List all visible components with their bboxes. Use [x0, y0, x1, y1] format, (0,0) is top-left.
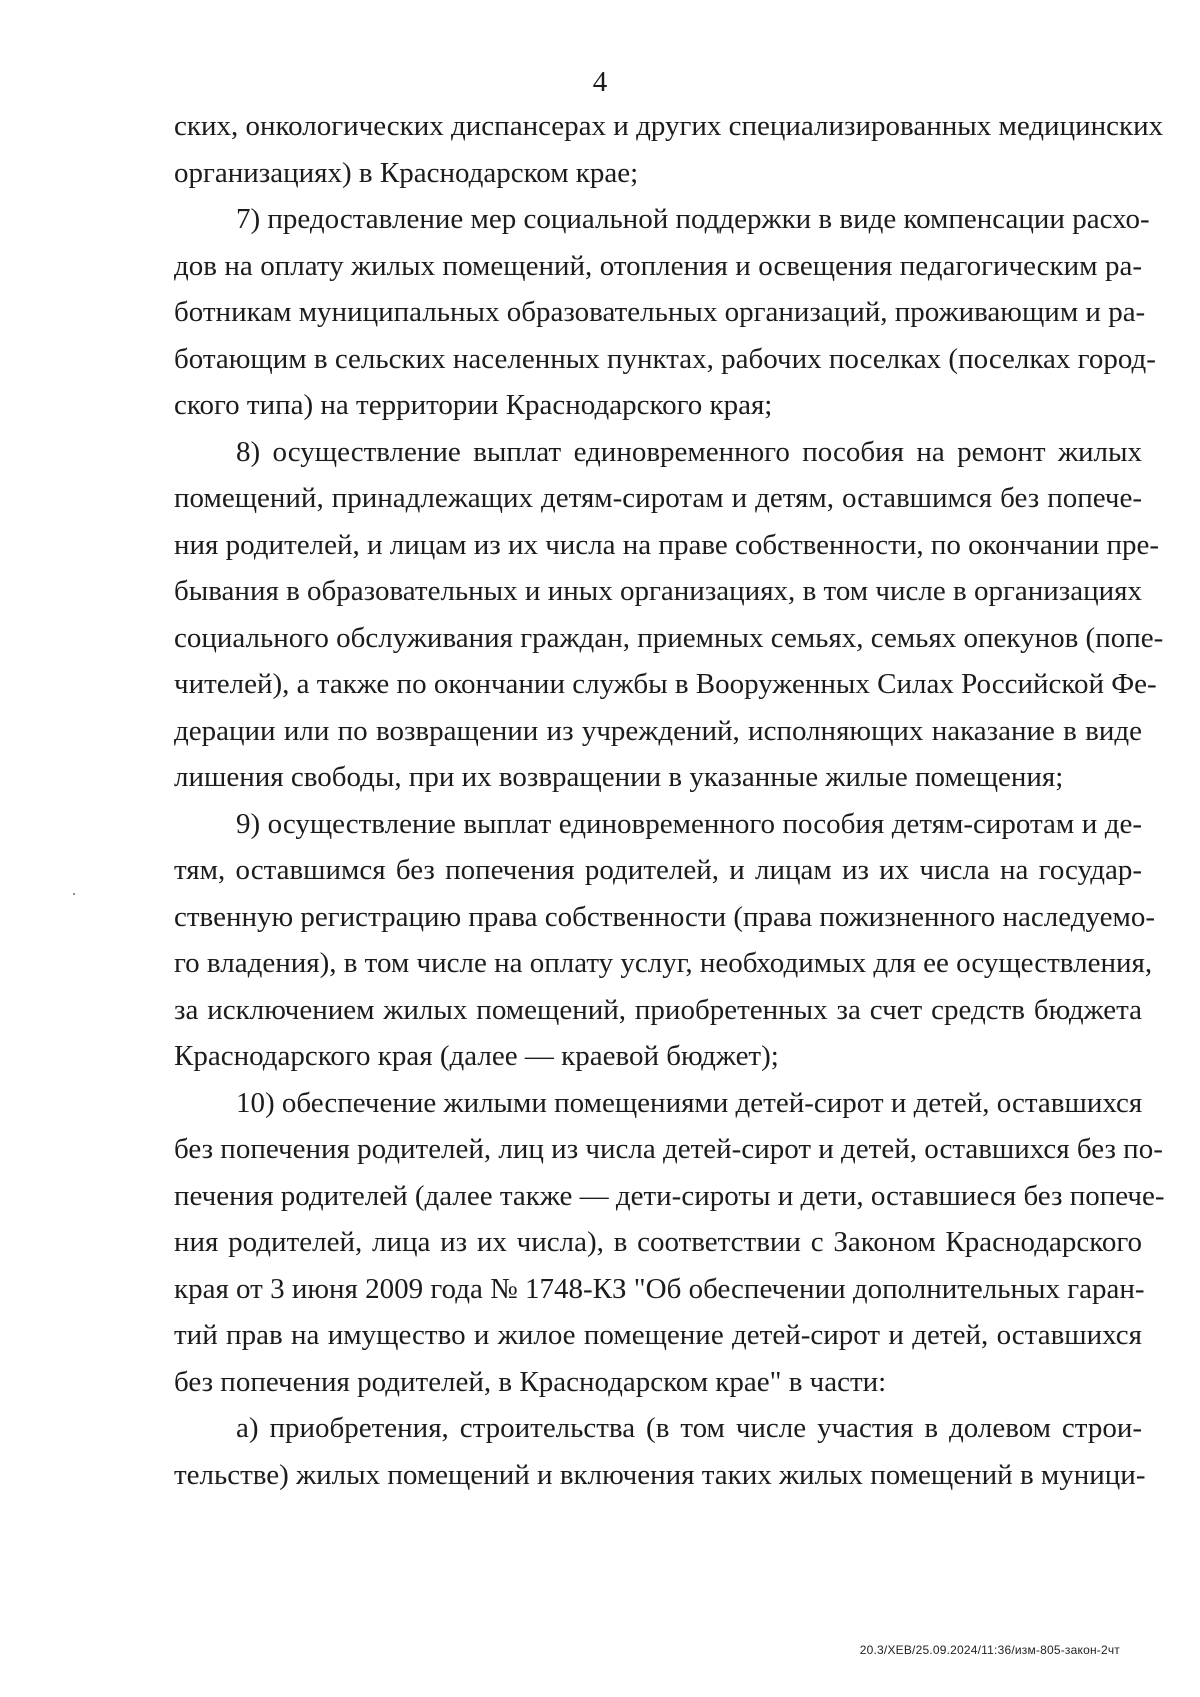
text-line: организациях) в Краснодарском крае;	[174, 156, 639, 189]
text-line: тий прав на имущество и жилое помещение детей-сирот и детей, оставшихся	[174, 1319, 1142, 1351]
text-line: ботающим в сельских населенных пунктах, рабочих поселках (поселках город-	[174, 342, 1156, 375]
text-line: дерации или по возвращении из учреждений, исполняющих наказание в виде	[174, 714, 1142, 747]
text-line: ботникам муниципальных образовательных организаций, проживающим и ра-	[174, 296, 1146, 328]
paragraph-item-9	[174, 801, 1155, 1080]
text-line: го владения), в том числе на оплату услуг, необходимых для ее осуществления,	[174, 947, 1153, 979]
scan-speck	[73, 893, 75, 895]
text-line: 9) осуществление выплат единовременного пособия детям-сиротам и де-	[236, 807, 1142, 840]
page-number: 4	[592, 66, 608, 98]
text-line: ния родителей, лица из их числа), в соответствии с Законом Краснодарского	[174, 1226, 1142, 1258]
text-line: края от 3 июня 2009 года № 1748-КЗ "Об обеспечении дополнительных гаран-	[174, 1272, 1145, 1305]
text-line: ственную регистрацию права собственности (права пожизненного наследуемо-	[174, 900, 1155, 933]
text-line: без попечения родителей, лиц из числа детей-сирот и детей, оставшихся без по-	[174, 1133, 1163, 1165]
document-body	[174, 103, 1165, 1498]
text-line: за исключением жилых помещений, приобретенных за счет средств бюджета	[174, 993, 1142, 1026]
text-line: а) приобретения, строительства (в том числе участия в долевом строи-	[236, 1412, 1142, 1444]
text-line: социального обслуживания граждан, приемных семьях, семьях опекунов (попе-	[174, 621, 1164, 654]
text-line: без попечения родителей, в Краснодарском крае" в части:	[174, 1365, 887, 1398]
paragraph-item-10	[174, 1080, 1165, 1406]
text-line: помещений, принадлежащих детям-сиротам и детям, оставшимся без попече-	[174, 482, 1142, 514]
paragraph-continuation	[174, 103, 1164, 196]
text-line: печения родителей (далее также — дети-сироты и дети, оставшиеся без попече-	[174, 1179, 1165, 1212]
text-line: ских, онкологических диспансерах и других специализированных медицинских	[174, 110, 1164, 142]
text-line: 7) предоставление мер социальной поддержки в виде компенсации расхо-	[236, 203, 1150, 235]
paragraph-subitem-a	[174, 1405, 1146, 1498]
text-line: ния родителей, и лицам из их числа на праве собственности, по окончании пре-	[174, 528, 1160, 561]
text-line: бывания в образовательных и иных организациях, в том числе в организациях	[174, 575, 1142, 607]
text-line: чителей), а также по окончании службы в Вооруженных Силах Российской Фе-	[174, 668, 1157, 700]
text-line: дов на оплату жилых помещений, отопления и освещения педагогическим ра-	[174, 249, 1142, 282]
document-footer-code: 20.3/ХЕВ/25.09.2024/11:36/изм-805-закон-2чт	[859, 1643, 1120, 1657]
text-line: 8) осуществление выплат единовременного пособия на ремонт жилых	[236, 435, 1142, 468]
text-line: тям, оставшимся без попечения родителей, и лицам из их числа на государ-	[174, 854, 1142, 886]
paragraph-item-8	[174, 429, 1164, 801]
text-line: 10) обеспечение жилыми помещениями детей-сирот и детей, оставшихся	[236, 1086, 1143, 1119]
text-line: тельстве) жилых помещений и включения таких жилых помещений в муници-	[174, 1458, 1146, 1491]
text-line: лишения свободы, при их возвращении в указанные жилые помещения;	[174, 761, 1064, 793]
text-line: Краснодарского края (далее — краевой бюджет);	[174, 1040, 779, 1072]
text-line: ского типа) на территории Краснодарского края;	[174, 389, 773, 421]
paragraph-item-7	[174, 196, 1156, 429]
